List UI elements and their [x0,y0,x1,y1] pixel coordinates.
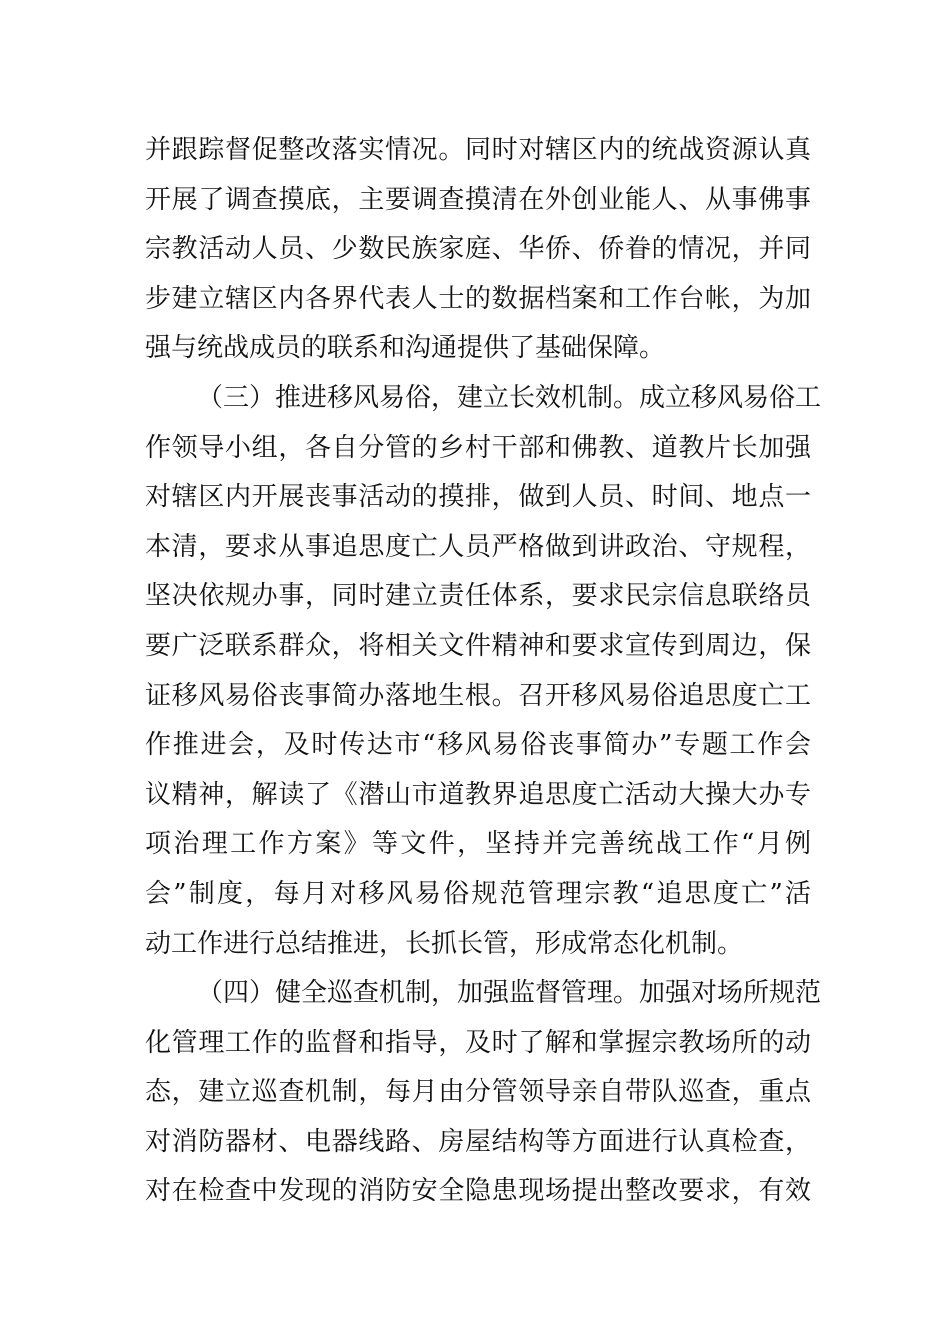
section-heading-line: （四）健全巡查机制，加强监督管理。加强对场所规范 [197,978,822,1009]
text-line: 态，建立巡查机制，每月由分管领导亲自带队巡查，重点 [145,1077,811,1108]
text-line: 作领导小组，各自分管的乡村干部和佛教、道教片长加强 [145,432,811,463]
text-line: 并跟踪督促整改落实情况。同时对辖区内的统战资源认真 [145,135,811,165]
text-line: 强与统战成员的联系和沟通提供了基础保障。 [145,333,666,364]
text-line: 动工作进行总结推进，长抓长管，形成常态化机制。 [145,928,744,959]
body-text [145,126,822,1217]
text-line: 对在检查中发现的消防安全隐患现场提出整改要求，有效 [145,1176,811,1207]
text-line: 宗教活动人员、少数民族家庭、华侨、侨眷的情况，并同 [145,234,811,265]
text-line: 项治理工作方案》等文件，坚持并完善统战工作“月例 [145,829,811,860]
text-line: 对辖区内开展丧事活动的摸排，做到人员、时间、地点一 [145,482,811,513]
text-line: 坚决依规办事，同时建立责任体系，要求民宗信息联络员 [145,581,811,612]
text-line: 证移风易俗丧事简办落地生根。召开移风易俗追思度亡工 [145,680,811,711]
text-line: 要广泛联系群众，将相关文件精神和要求宣传到周边，保 [145,630,811,661]
text-line: 开展了调查摸底，主要调查摸清在外创业能人、从事佛事 [145,184,811,215]
text-line: 化管理工作的监督和指导，及时了解和掌握宗教场所的动 [145,1027,811,1058]
text-line: 议精神，解读了《潜山市道教界追思度亡活动大操大办专 [145,779,811,810]
text-line: 会”制度，每月对移风易俗规范管理宗教“追思度亡”活 [145,878,811,909]
text-line: 步建立辖区内各界代表人士的数据档案和工作台帐，为加 [145,283,811,314]
text-line: 作推进会，及时传达市“移风易俗丧事简办”专题工作会 [145,730,811,761]
text-line: 对消防器材、电器线路、房屋结构等方面进行认真检查， [145,1126,811,1157]
section-heading-line: （三）推进移风易俗，建立长效机制。成立移风易俗工 [197,382,822,413]
text-line: 本清，要求从事追思度亡人员严格做到讲政治、守规程， [145,531,811,562]
